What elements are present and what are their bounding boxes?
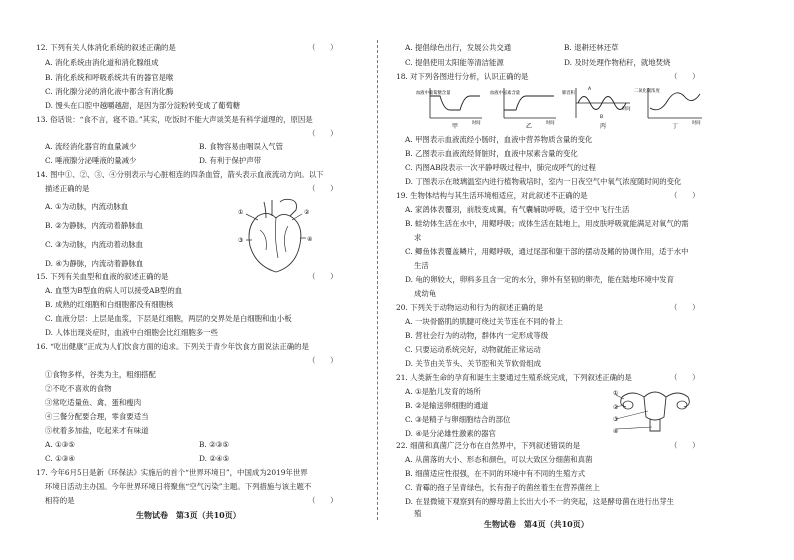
q21-option-a: A. ①是胎儿发育的场所 (405, 387, 481, 396)
graph-ding-ylabel: 二氧化碳浓度 (634, 89, 660, 94)
q16-option-a: A. ①③⑤ (45, 440, 75, 449)
page-divider (377, 40, 378, 520)
q18-option-c: C. 丙图AB段表示一次平静呼吸过程中，肺完成呼气的过程 (405, 163, 596, 172)
q17-option-c: C. 提倡使用太阳能等清洁能源 (405, 58, 504, 67)
reproductive-diagram (614, 383, 696, 435)
q16-stem: 16. “吃出健康”正成为人们饮食方面的追求。下列关于青少年饮食方面说法正确的是 (36, 342, 309, 351)
q14-option-c: C. ③为动脉，内流动着动脉血 (45, 240, 144, 249)
q12-option-d: D. 馒头在口腔中越嚼越甜，是因为部分淀粉转变成了葡萄糖 (45, 101, 241, 110)
q19-option-c-line1: C. 鲫鱼体表覆盖鳞片，用鳃呼吸，通过尾部和躯干部的摆动及鳍的协调作用，适于水中 (405, 247, 689, 256)
graph-yi (490, 88, 556, 130)
q12-answer-paren: （ ） (308, 43, 338, 52)
q18-option-a: A. 甲图表示血液流经小肠时，血液中营养物质含量的变化 (405, 135, 593, 144)
q15-answer-paren: （ ） (308, 272, 338, 281)
graph-yi-curve (504, 96, 554, 110)
q15-option-d: D. 人体出现炎症时，血液中白细胞会比红细胞多一些 (45, 328, 218, 337)
q20-option-b: B. 营社会行为的动物，群体内一定形成等级 (405, 331, 549, 340)
q19-option-d-line1: D. 龟的卵较大，卵料多且含一定的水分，卵外有坚韧的卵壳，能在陆地环境中发育 (405, 275, 675, 284)
q13-option-d: D. 有利于保护声带 (199, 156, 262, 165)
heart-label-1: ① (238, 209, 244, 216)
graph-bing-point-a: A (588, 87, 592, 92)
graph-bing-xlabel: 时间 (622, 107, 631, 112)
right-page (396, 0, 724, 560)
q17-option-d: D. 及时处理作物秸秆，就地焚烧 (564, 58, 671, 67)
q14-option-a: A. ①为动脉，内流动脉血 (45, 202, 129, 211)
q21-option-c: C. ③是精子与卵细胞结合的部位 (405, 415, 511, 424)
q19-stem: 19. 生物体结构与其生活环境相适应，对此叙述不正确的是 (396, 191, 588, 200)
q19-option-a: A. 家鸽体表覆羽，前肢变成翼，有气囊辅助呼吸，适于空中飞行生活 (405, 205, 630, 214)
graph-bing-point-b: B (600, 115, 604, 120)
q14-stem-line2: 描述正确的是 (45, 184, 90, 193)
graph-ding (634, 87, 702, 130)
q16-answer-paren: （ ） (308, 356, 338, 365)
q16-item-2: ②不吃不喜欢的食物 (45, 384, 112, 393)
q13-option-a: A. 流经消化器官的血量减少 (45, 142, 137, 151)
graph-ding-xlabel: 时间 (692, 121, 701, 126)
graph-jia-xlabel: 时间 (472, 121, 481, 126)
left-page (36, 0, 362, 560)
graph-jia (416, 88, 482, 130)
q12-option-b: B. 消化系统和呼吸系统共有的器官是喉 (45, 73, 174, 82)
q19-option-b-line1: B. 蛙幼体生活在水中，用鳃呼吸；成体生活在陆地上，用皮肤呼吸就能满足对氧气的需 (405, 219, 689, 228)
q15-stem: 15. 下列有关血型和血液的叙述正确的是 (36, 272, 169, 281)
q16-item-4: ④三餐分配要合理，零食要适当 (45, 412, 149, 421)
graph-bing (562, 86, 631, 130)
q19-answer-paren: （ ） (670, 191, 700, 200)
q20-option-a: A. 一块骨骼肌的肌腱可绕过关节连在不同的骨上 (405, 317, 563, 326)
q21-option-d: D. ④是分泌雄性激素的器官 (405, 429, 496, 438)
q22-option-a: A. 从菌落的大小、形态和颜色，可以大致区分细菌和真菌 (405, 455, 593, 464)
q16-item-5: ⑤枕着多加盐，吃起来才有味道 (45, 426, 149, 435)
q18-option-d: D. 丁图表示在玻璃温室内进行植物栽培时，室内一日夜空气中氧气浓度随时间的变化 (405, 177, 682, 186)
q16-option-d: D. ②④⑤ (199, 454, 230, 463)
left-page-footer: 生物试卷 第3页（共10页） (136, 510, 241, 520)
heart-label-2: ② (304, 209, 310, 216)
q20-stem: 20. 下列关于动物运动和行为的叙述正确的是 (396, 303, 544, 312)
q22-answer-paren: （ ） (670, 441, 700, 450)
q18-answer-paren: （ ） (670, 72, 700, 81)
q16-item-3: ③常吃适量鱼、禽、蛋和瘦肉 (45, 398, 142, 407)
graph-yi-ylabel: 血液中尿素含量 (490, 91, 521, 96)
q14-option-b: B. ②为静脉，内流动着静脉血 (45, 221, 144, 230)
q15-option-b: B. 成熟的红细胞和白细胞都没有细胞核 (45, 300, 174, 309)
q20-answer-paren: （ ） (670, 303, 700, 312)
q22-option-d-line2: 殖 (414, 509, 422, 518)
q20-option-d: D. 关节由关节头、关节腔和关节软骨组成 (405, 359, 542, 368)
repro-label-4: ④ (613, 428, 619, 435)
q14-option-d: D. ④为静脉，内流动着静脉血 (45, 259, 144, 268)
graph-bing-name: 丙 (600, 123, 607, 130)
q12-option-c: C. 消化腺分泌的消化液中都含有消化酶 (45, 87, 174, 96)
graph-jia-ylabel: 血液中葡萄糖含量 (416, 91, 451, 96)
graph-jia-curve (430, 96, 480, 110)
q16-item-1: ①食物多样，谷类为主，粗细搭配 (45, 370, 156, 379)
q16-option-b: B. ②③⑤ (199, 440, 230, 449)
q15-option-a: A. 血型为B型血的病人可以接受AB型的血 (45, 286, 183, 295)
q21-option-b: B. ②是输送卵细胞的通道 (405, 401, 489, 410)
q17-stem-line3: 相符的是 (45, 496, 75, 505)
right-page-footer: 生物试卷 第4页（共10页） (484, 519, 589, 529)
heart-label-4: ④ (307, 236, 313, 243)
q17-stem-line1: 17. 今年6月5日是新《环保法》实施后的首个“世界环境日”，中国成为2019年世界 (36, 468, 308, 477)
q22-option-c: C. 青霉的孢子呈青绿色，长有孢子的菌丝着生在营养菌丝上 (405, 483, 600, 492)
q17-stem-line2: 环境日活动主办国。今年世界环境日将聚焦“空气污染”主题。下列措施与该主题不 (45, 482, 312, 491)
graph-jia-name: 甲 (452, 123, 459, 130)
q17-option-a: A. 提倡绿色出行，发展公共交通 (405, 43, 512, 52)
q13-option-c: C. 唾液腺分泌唾液的量减少 (45, 156, 137, 165)
q21-stem: 21. 人类新生命的孕育和诞生主要通过生殖系统完成，下列叙述正确的是 (396, 373, 632, 382)
q13-option-b: B. 食物容易由咽误入气管 (199, 142, 284, 151)
q21-answer-paren: （ ） (670, 373, 700, 382)
q20-option-c: C. 只要运动系统完好，动物就能正常运动 (405, 345, 541, 354)
q16-option-c: C. ①③④ (45, 454, 75, 463)
graph-bing-ylabel: 肺容积 (562, 91, 575, 96)
q14-answer-paren: （ ） (308, 184, 338, 193)
q22-option-b: B. 细菌适应性很强，在不同的环境中有不同的生殖方式 (405, 469, 586, 478)
graph-yi-name: 乙 (526, 123, 533, 130)
heart-label-3: ③ (238, 237, 244, 244)
q22-option-d-line1: D. 在显微镜下观察到有的酵母菌上长出大小不一的突起，这是酵母菌在进行出芽生 (405, 497, 675, 506)
heart-diagram (236, 196, 316, 276)
q18-graphs (416, 84, 706, 130)
q13-stem: 13. 俗话说：“食不言，寝不语。”其实，吃饭时不能大声谈笑是有科学道理的，原因是 (36, 115, 313, 124)
q18-stem: 18. 对下列各图进行分析，认识正确的是 (396, 72, 529, 81)
q13-answer-paren: （ ） (308, 129, 338, 138)
q19-option-c-line2: 生活 (414, 261, 429, 270)
graph-ding-curve (650, 93, 700, 110)
graph-yi-xlabel: 时间 (546, 121, 555, 126)
q14-stem-line1: 14. 图中①、②、③、④分别表示与心脏相连的四条血管，箭头表示血液流动方向。以下 (36, 170, 324, 179)
repro-label-3: ③ (613, 416, 619, 423)
q19-option-b-line2: 求 (414, 233, 422, 242)
q19-option-d-line2: 成幼龟 (414, 289, 437, 298)
q12-option-a: A. 消化系统由消化道和消化腺组成 (45, 58, 159, 67)
repro-label-2: ② (613, 404, 619, 411)
q15-option-c: C. 血液分层：上层是血浆，下层是红细胞，两层的交界处是白细胞和血小板 (45, 314, 292, 323)
graph-ding-name: 丁 (672, 123, 679, 130)
q17-option-b: B. 退耕还林还草 (564, 43, 619, 52)
q18-option-b: B. 乙图表示血液流经肾脏时，血液中尿素含量的变化 (405, 149, 578, 158)
q12-stem: 12. 下列有关人体消化系统的叙述正确的是 (36, 43, 176, 52)
q22-stem: 22. 细菌和真菌广泛分布在自然界中，下列叙述错误的是 (396, 441, 581, 450)
q17-answer-paren: （ ） (308, 496, 338, 505)
repro-label-1: ① (613, 390, 619, 397)
